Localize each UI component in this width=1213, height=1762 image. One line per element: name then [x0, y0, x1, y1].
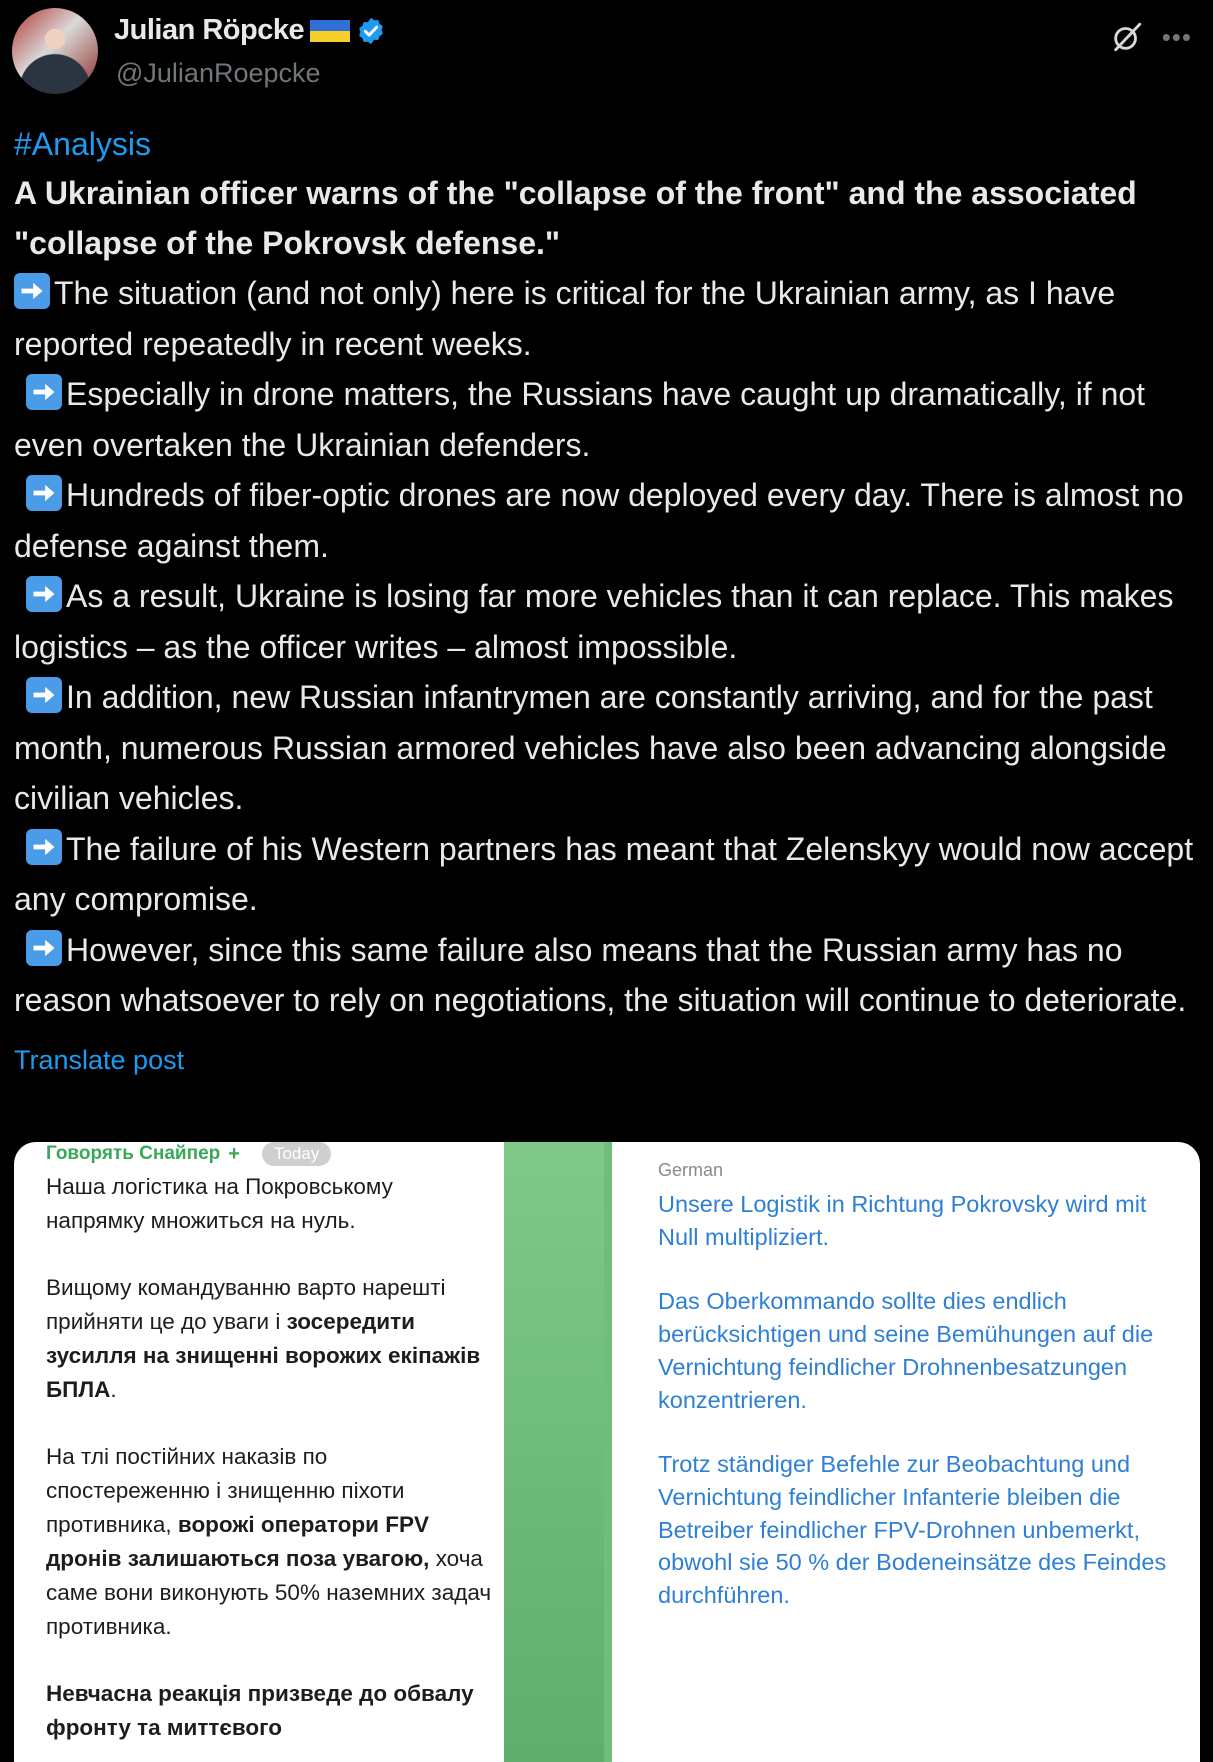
bullet-text: As a result, Ukraine is losing far more vehicles than it can replace. This makes logistics – as the officer writes – almost impossible.: [14, 578, 1174, 665]
bullet-point: [14, 470, 1194, 571]
telegram-message-ukrainian: [14, 1142, 504, 1762]
right-arrow-icon: [26, 930, 62, 966]
avatar[interactable]: [12, 8, 98, 94]
bullet-point: [14, 672, 1194, 824]
bullet-text: Especially in drone matters, the Russians have caught up dramatically, if not even overtaken the Ukrainian defenders.: [14, 376, 1146, 463]
ua-paragraph-2: Вищому командуванню варто нарешті прийняти це до уваги і зосередити зусилля на знищенні ворожих екіпажів БПЛА.: [46, 1275, 481, 1402]
post-body: [14, 120, 1194, 1080]
more-icon[interactable]: •••: [1161, 22, 1192, 52]
right-arrow-icon: [14, 273, 50, 309]
bullet-text: However, since this same failure also means that the Russian army has no reason whatsoever to rely on negotiations, the situation will continue to deteriorate.: [14, 931, 1187, 1018]
sender-plus: +: [228, 1142, 240, 1165]
author-name-row: [114, 14, 386, 47]
hashtag-link[interactable]: #Analysis: [14, 126, 151, 162]
author-display-name[interactable]: Julian Röpcke: [114, 14, 305, 46]
header-actions: [1110, 20, 1192, 54]
translate-post-link[interactable]: Translate post: [14, 1044, 185, 1075]
post-headline: A Ukrainian officer warns of the "collapse of the front" and the associated "collapse of the Pokrovsk defense.": [14, 175, 1137, 261]
bullet-point: [14, 268, 1194, 369]
translation-language-label: German: [658, 1160, 724, 1180]
right-arrow-icon: [26, 576, 62, 612]
de-paragraph-1: Unsere Logistik in Richtung Pokrovsky wird mit Null multipliziert.: [658, 1191, 1147, 1250]
bullet-point: [14, 369, 1194, 470]
de-paragraph-2: Das Oberkommando sollte dies endlich berücksichtigen und seine Bemühungen auf die Vernichtung feindlicher Drohnenbesatzungen konzentrieren.: [658, 1288, 1154, 1413]
date-badge: Today: [262, 1142, 331, 1166]
ukraine-flag-icon: [310, 20, 350, 42]
bullet-point: [14, 925, 1194, 1026]
post-media-image[interactable]: [14, 1142, 1200, 1762]
ua-paragraph-4: Невчасна реакція призведе до обвалу фронту та миттєвого: [46, 1681, 474, 1740]
telegram-sender: Говорять Снайпер: [46, 1143, 221, 1164]
bullet-point: [14, 824, 1194, 925]
ua-paragraph-3: На тлі постійних наказів по спостереженню і знищенню піхоти противника, ворожі оператори FPV дронів залишаються поза увагою, хоча саме вони виконують 50% наземних задач противника.: [46, 1444, 492, 1639]
right-arrow-icon: [26, 677, 62, 713]
right-arrow-icon: [26, 829, 62, 865]
bullet-text: The situation (and not only) here is critical for the Ukrainian army, as I have reported repeatedly in recent weeks.: [14, 275, 1116, 362]
ua-paragraph-1: Наша логістика на Покровському напрямку множиться на нуль.: [46, 1174, 393, 1233]
author-handle[interactable]: @JulianRoepcke: [116, 58, 321, 88]
bullet-text: Hundreds of fiber-optic drones are now deployed every day. There is almost no defense against them.: [14, 477, 1184, 564]
ukrainian-message-text: [46, 1170, 496, 1762]
right-arrow-icon: [26, 374, 62, 410]
chat-background-strip: [504, 1142, 604, 1762]
grok-icon[interactable]: [1110, 20, 1144, 54]
de-paragraph-3: Trotz ständiger Befehle zur Beobachtung und Vernichtung feindlicher Infanterie bleiben die Betreiber feindlicher FPV-Drohnen unbemerkt, obwohl sie 50 % der Bodeneinsätze des Feindes durchführen.: [658, 1451, 1167, 1609]
bullet-text: The failure of his Western partners has meant that Zelenskyy would now accept any compromise.: [14, 830, 1194, 917]
telegram-sender-row: [46, 1142, 331, 1166]
translation-panel-german: [612, 1142, 1200, 1762]
bullet-point: [14, 571, 1194, 672]
post-header: [12, 8, 1202, 92]
right-arrow-icon: [26, 475, 62, 511]
german-translation-text: [658, 1188, 1178, 1644]
bullet-text: In addition, new Russian infantrymen are constantly arriving, and for the past month, numerous Russian armored vehicles have also been advancing alongside civilian vehicles.: [14, 679, 1167, 816]
verified-badge-icon: [356, 16, 386, 46]
